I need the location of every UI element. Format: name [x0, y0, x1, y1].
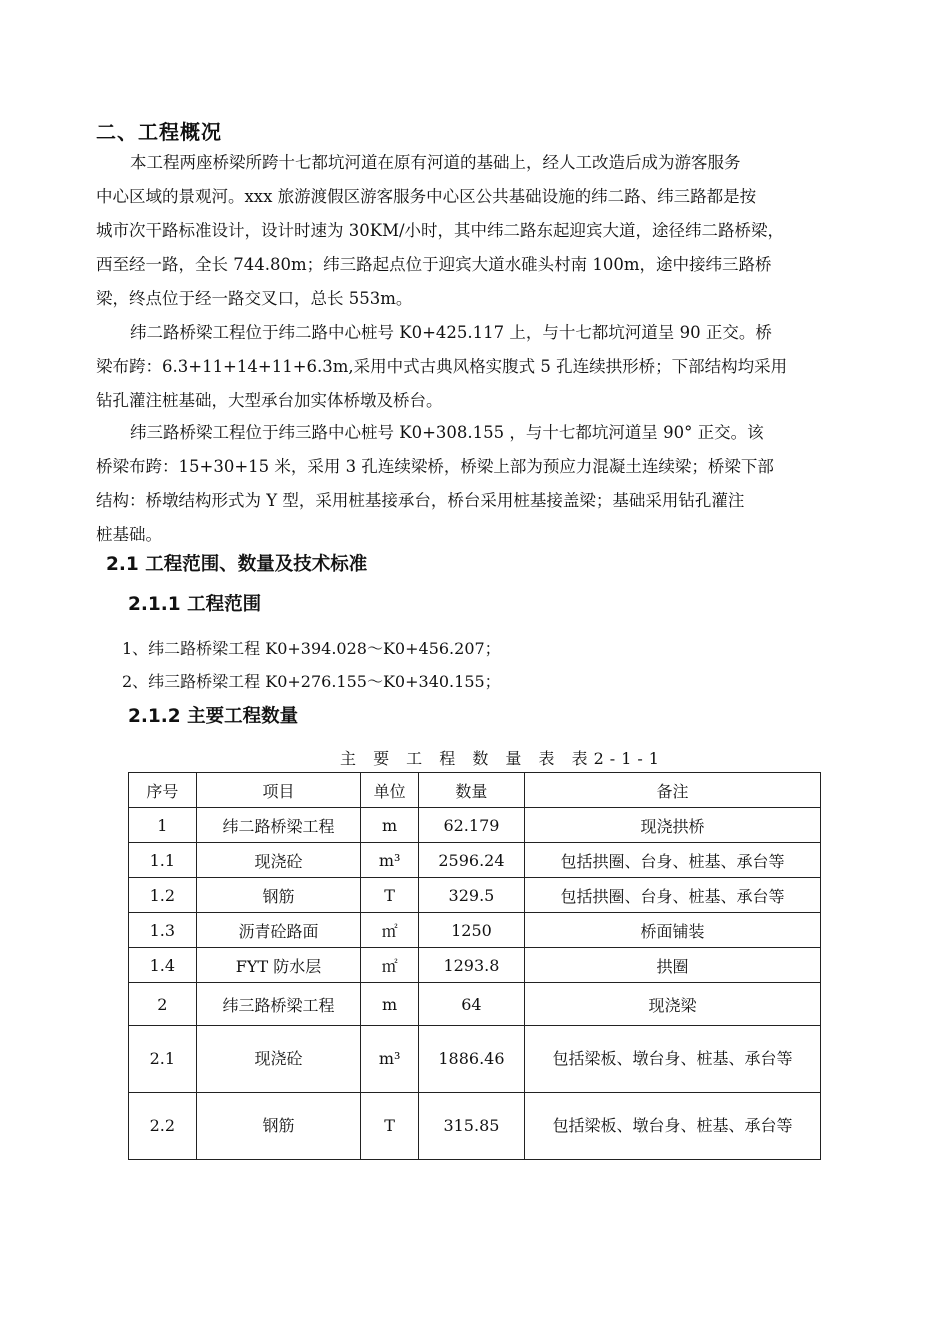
table-cell: 现浇砼	[196, 843, 361, 878]
table-cell: 1250	[418, 913, 524, 948]
table-cell: 钢筋	[196, 1093, 361, 1160]
scope-item-2: 2、纬三路桥梁工程 K0+276.155～K0+340.155；	[122, 672, 501, 691]
heading-2-1: 2.1 工程范围、数量及技术标准	[106, 554, 368, 575]
table-cell: 现浇拱桥	[524, 808, 820, 843]
table-cell: 纬三路桥梁工程	[196, 983, 361, 1026]
table-row	[129, 878, 821, 913]
table-cell: 现浇砼	[196, 1026, 361, 1093]
table-cell: 桥面铺装	[524, 913, 820, 948]
paragraph-line: 西至经一路，全长 744.80m；纬三路起点位于迎宾大道水碓头村南 100m，途中接纬三路桥	[96, 255, 772, 274]
paragraph-line: 中心区域的景观河。xxx 旅游渡假区游客服务中心区公共基础设施的纬二路、纬三路都是按	[96, 187, 757, 206]
heading-2-1-1: 2.1.1 工程范围	[128, 594, 262, 615]
table-cell: 329.5	[418, 878, 524, 913]
table-cell: 2	[129, 983, 197, 1026]
paragraph-wei2-bridge	[96, 316, 856, 418]
quantity-table	[128, 772, 821, 1160]
table-cell: 1293.8	[418, 948, 524, 983]
table-cell: 包括梁板、墩台身、桩基、承台等	[524, 1093, 820, 1160]
paragraph-line: 桥梁布跨：15+30+15 米，采用 3 孔连续梁桥，桥梁上部为预应力混凝土连续梁；桥梁下部	[96, 457, 774, 476]
table-cell: 1.2	[129, 878, 197, 913]
paragraph-line: 纬三路桥梁工程位于纬三路中心桩号 K0+308.155 ，与十七都坑河道呈 90° 正交。该	[130, 423, 764, 442]
paragraph-line: 本工程两座桥梁所跨十七都坑河道在原有河道的基础上，经人工改造后成为游客服务	[130, 153, 741, 172]
table-cell: 1.4	[129, 948, 197, 983]
table-cell: 纬二路桥梁工程	[196, 808, 361, 843]
table-cell: 1.1	[129, 843, 197, 878]
paragraph-line: 钻孔灌注桩基础，大型承台加实体桥墩及桥台。	[96, 391, 443, 410]
table-cell: m³	[361, 1026, 419, 1093]
table-cell: 2596.24	[418, 843, 524, 878]
table-row	[129, 843, 821, 878]
table-cell: m³	[361, 843, 419, 878]
paragraph-line: 梁布跨：6.3+11+14+11+6.3m,采用中式古典风格实腹式 5 孔连续拱形桥；下部结构均采用	[96, 357, 788, 376]
table-cell: T	[361, 878, 419, 913]
table-cell: 现浇梁	[524, 983, 820, 1026]
header-cell: 单位	[361, 773, 419, 808]
table-cell: m	[361, 983, 419, 1026]
table-row	[129, 983, 821, 1026]
table-cell: ㎡	[361, 948, 419, 983]
paragraph-line: 桩基础。	[96, 525, 162, 544]
table-cell: 钢筋	[196, 878, 361, 913]
paragraph-line: 城市次干路标准设计，设计时速为 30KM/小时，其中纬二路东起迎宾大道，途径纬二路桥梁，	[96, 221, 785, 240]
table-cell: 拱圈	[524, 948, 820, 983]
table-row	[129, 1026, 821, 1093]
table-cell: 包括拱圈、台身、桩基、承台等	[524, 878, 820, 913]
scope-item-1: 1、纬二路桥梁工程 K0+394.028～K0+456.207；	[122, 639, 501, 658]
table-cell: 1	[129, 808, 197, 843]
header-cell: 项目	[196, 773, 361, 808]
table-cell: 1.3	[129, 913, 197, 948]
table-cell: 315.85	[418, 1093, 524, 1160]
table-cell: ㎡	[361, 913, 419, 948]
table-cell: 包括拱圈、台身、桩基、承台等	[524, 843, 820, 878]
section-title: 二、工程概况	[96, 120, 222, 144]
table-caption: 主 要 工 程 数 量 表 表2-1-1	[340, 749, 665, 768]
table-header-row	[129, 773, 821, 808]
table-cell: m	[361, 808, 419, 843]
paragraph-line: 结构：桥墩结构形式为 Y 型，采用桩基接承台，桥台采用桩基接盖梁；基础采用钻孔灌注	[96, 491, 745, 510]
table-cell: 1886.46	[418, 1026, 524, 1093]
table-cell: 62.179	[418, 808, 524, 843]
heading-2-1-2: 2.1.2 主要工程数量	[128, 706, 299, 727]
table-row	[129, 913, 821, 948]
table-cell: T	[361, 1093, 419, 1160]
table-row	[129, 808, 821, 843]
header-cell: 备注	[524, 773, 820, 808]
table-cell: 包括梁板、墩台身、桩基、承台等	[524, 1026, 820, 1093]
table-cell: 2.1	[129, 1026, 197, 1093]
table-cell: 2.2	[129, 1093, 197, 1160]
table-cell: 64	[418, 983, 524, 1026]
header-cell: 序号	[129, 773, 197, 808]
table-cell: FYT 防水层	[196, 948, 361, 983]
table-row	[129, 1093, 821, 1160]
paragraph-overview	[96, 146, 856, 316]
table-row	[129, 948, 821, 983]
paragraph-line: 纬二路桥梁工程位于纬二路中心桩号 K0+425.117 上，与十七都坑河道呈 90 正交。桥	[130, 323, 772, 342]
header-cell: 数量	[418, 773, 524, 808]
paragraph-wei3-bridge	[96, 416, 856, 552]
paragraph-line: 梁，终点位于经一路交叉口，总长 553m。	[96, 289, 413, 308]
table-cell: 沥青砼路面	[196, 913, 361, 948]
